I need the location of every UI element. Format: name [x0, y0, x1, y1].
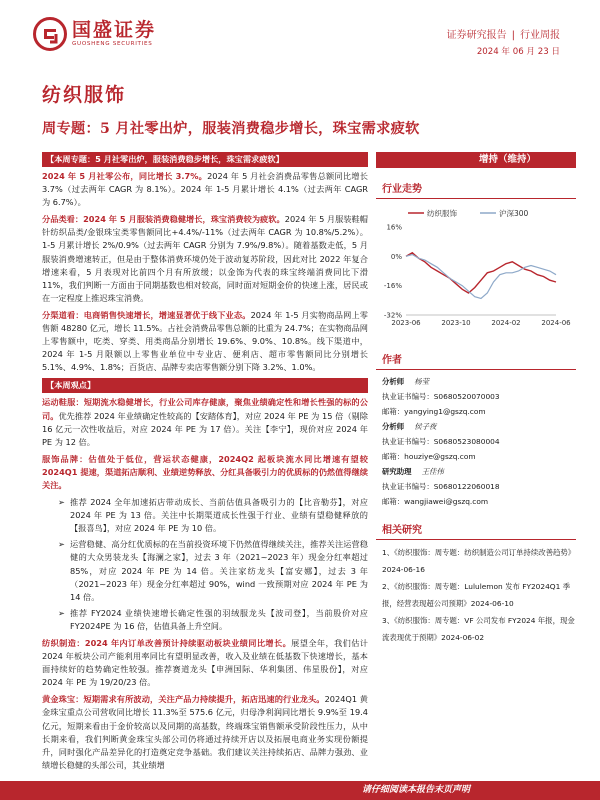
author-name: 王佳伟 — [421, 467, 444, 476]
author-title: 作者 — [376, 349, 576, 370]
brand-logo — [33, 17, 156, 51]
author-entry — [376, 464, 576, 509]
bullet-marker-icon: ➢ — [58, 539, 65, 550]
report-type-line — [447, 26, 560, 41]
related-research — [376, 519, 576, 646]
x-tick-label: 2024-02 — [491, 319, 521, 327]
report-category: 行业周报 — [520, 30, 560, 41]
bullet-text: 运营稳健、高分红优质标的在当前投资环境下仍然值得继续关注，推荐关注运营稳健的大众男装龙头【海澜之家】，过去 3 年（2021~2023 年）现金分红率超过 85%，对应 2024 年 PE 为 14 倍。关注家纺龙头【富安娜】，过去 3 年（2021~2023 年）现金分红率超过 90%，wind 一致预期对应 2024 年 PE 为 14 倍。 — [70, 539, 368, 602]
section-header-views: 【本周观点】 — [42, 378, 368, 393]
author-email[interactable]: 邮箱：yangying1@gszq.com — [382, 407, 486, 416]
sidebar — [376, 178, 576, 646]
series-group — [406, 253, 556, 299]
author-email[interactable]: 邮箱：houziye@gszq.com — [382, 452, 476, 461]
legend-label-textile: 纺织服饰 — [427, 209, 457, 218]
y-tick-label: -32% — [383, 311, 402, 320]
author-role-line — [376, 419, 576, 434]
author-entry — [376, 374, 576, 419]
report-headline: 周专题：5 月社零出炉，服装消费稳步增长，珠宝需求疲软 — [42, 121, 420, 137]
author-block — [376, 349, 576, 509]
report-date: 2024 年 06 月 23 日 — [476, 47, 560, 57]
header-separator: | — [511, 30, 515, 41]
paragraph-body: 2024 年 1-5 月实物商品网上零售额 48280 亿元，增长 11.5%。占社会消费品零售总额的比重为 24.7%；在实物商品网上零售额中，吃类、穿类、用类商品分别增长 19.6%、9.0%、10.8%。线下渠道中，2024 年 1-5 月限额以上零售业单位中专业店、便利店、超市零售额同比分别增长 5.1%、4.9%、1.8%；百货店、品牌专卖店零售额分别下降 3.2%、1.0%。 — [42, 309, 368, 373]
paragraph-textile-manufacturing — [42, 637, 368, 689]
legend — [408, 208, 529, 218]
paragraph-body: 2024 年 5 月社会消费品零售总额同比增长 3.7%（过去两年 CAGR 为 8.1%）。2024 年 1-5 月累计增长 4.1%（过去两年 CAGR 为 6.7%）。 — [42, 171, 368, 208]
trend-chart — [376, 203, 576, 331]
author-cert: 执业证书编号：S0680520070003 — [382, 392, 500, 401]
author-role: 分析师 — [382, 377, 405, 386]
paragraph-lead: 纺织制造：2024 年内订单改善预计持续驱动板块业绩同比增长。 — [42, 638, 292, 648]
sector-title: 纺织服饰 — [42, 84, 127, 106]
paragraph-apparel-brands — [42, 453, 368, 492]
paragraph-body: 2024 年 5 月服装鞋帽针纺织品类/金银珠宝类零售额同比+4.4%/-11%（过去两年 CAGR 为 10.8%/5.2%）。1-5 月累计增长 2%/0.9%（过去两年 CAGR 分别为 7.9%/9.8%）。随着基数走低，5 月服装消费增速转正，但是由于整体消费环境仍处于波动复苏阶段，因此对比 2022 年复合增速来看，5 月表现对比前四个月有所放缓；以金饰为代表的珠宝终端消费同比下滑 11%，我们判断一方面由于同期基数也相对较高，同时面对短期金价的快速上涨，居民或在一定程度上推迟珠宝消费。 — [42, 214, 368, 303]
bullet-item — [42, 496, 368, 535]
paragraph-lead: 服饰品牌：估值处于低位，营运状态健康，2024Q2 起板块流水同比增速有望较 2024Q1 提速，渠道拓店顺利、业绩逆势释放、分红具备吸引力的优质标的仍然值得继续关注。 — [42, 453, 368, 490]
guosheng-logo-icon — [33, 17, 67, 51]
paragraph-body: 优先推荐 2024 年业绩确定性较高的【安踏体育】，对应 2024 年 PE 为 15 倍（剔除 16 亿元一次性收益后，对应 2024 年 PE 为 17 倍）。关注【李宁】，现价对应 2024 年 PE 为 12 倍。 — [42, 410, 368, 447]
paragraph-lead: 黄金珠宝：短期需求有所波动，关注产品力持续提升，拓店迅速的行业龙头。 — [42, 694, 325, 705]
logo-chinese-name: 国盛证券 — [72, 19, 157, 41]
related-item[interactable]: 2、《纺织服饰：周专题：Lululemon 发布 FY2024Q1 季报，经营表现超公司预期》2024-06-10 — [382, 582, 571, 608]
x-tick-label: 2023-10 — [441, 319, 471, 327]
trend-title: 行业走势 — [376, 178, 576, 199]
logo-english-name: GUOSHENG SECURITIES — [72, 41, 153, 47]
main-content — [42, 152, 368, 776]
paragraph-jewelry — [42, 693, 368, 772]
bullet-list — [42, 496, 368, 633]
x-tick-label: 2024-06 — [541, 319, 571, 327]
related-item[interactable]: 1、《纺织服饰：周专题：纺织制造公司订单持续改善趋势》2024-06-16 — [382, 548, 576, 574]
author-role-line — [376, 374, 576, 389]
series-line-csi300 — [406, 255, 556, 299]
rating-badge: 增持（维持） — [376, 152, 576, 168]
bullet-text: 推荐 2024 全年加速拓店带动成长、当前估值具备吸引力的【比音勒芬】，对应 2024 年 PE 为 13 倍。关注中长期渠道成长性强于行业、业绩有望稳健释放的【报喜鸟】，对应 2024 年 PE 为 10 倍。 — [70, 497, 368, 534]
related-title: 相关研究 — [376, 519, 576, 540]
author-name: 杨莹 — [414, 377, 429, 386]
trend-chart-svg — [376, 203, 576, 331]
section-header-topic: 【本周专题：5 月社零出炉，服装消费稳步增长，珠宝需求疲软】 — [42, 152, 368, 167]
paragraph-lead: 分品类看：2024 年 5 月服装消费稳健增长，珠宝消费较为疲软。 — [42, 214, 285, 225]
paragraph-lead: 运动鞋服：短期流水稳健增长，行业公司库存健康，聚焦业绩确定性和增长性强的标的公司。 — [42, 397, 368, 421]
x-tick-label: 2023-06 — [391, 319, 421, 327]
y-tick-label: 0% — [390, 252, 402, 261]
y-tick-label: 16% — [386, 223, 402, 232]
bullet-text: 推荐 FY2024 业绩快速增长确定性强的羽绒服龙头【波司登】，当前股价对应 FY2024PE 为 16 倍，估值具备上升空间。 — [70, 607, 368, 631]
legend-label-csi300: 沪深300 — [499, 209, 529, 218]
author-entry — [376, 419, 576, 464]
paragraph-channel — [42, 309, 368, 374]
bullet-marker-icon: ➢ — [58, 497, 65, 508]
report-type: 证券研究报告 — [446, 30, 507, 41]
related-item[interactable]: 3、《纺织服饰：周专题：VF 公司发布 FY2024 年报，现金流表现优于预期》2024-06-02 — [382, 616, 575, 642]
paragraph-lead: 2024 年 5 月社零公布，同比增长 3.7%。 — [42, 171, 208, 181]
paragraph-sportswear — [42, 396, 368, 448]
author-cert: 执业证书编号：S0680523080004 — [382, 437, 500, 446]
paragraph-overview — [42, 170, 368, 209]
bullet-item — [42, 538, 368, 603]
paragraph-category — [42, 213, 368, 305]
author-cert: 执业证书编号：S0680122060018 — [382, 482, 500, 491]
y-tick-label: -16% — [383, 282, 402, 291]
author-role-line — [376, 464, 576, 479]
author-role: 研究助理 — [382, 467, 412, 476]
author-name: 侯子夜 — [414, 422, 437, 431]
bullet-item — [42, 607, 368, 633]
series-line-textile — [406, 253, 556, 293]
author-email[interactable]: 邮箱：wangjiawei@gszq.com — [382, 497, 489, 506]
y-axis — [384, 224, 402, 320]
page-header — [0, 0, 600, 60]
x-axis — [391, 315, 571, 327]
paragraph-body: 展望全年，我们估计 2024 年板块公司产能利用率同比有望明显改善，收入及业绩在低基数下快速增长，基本面持续好的趋势确定性较强。推荐赛道龙头【申洲国际、华利集团、伟星股份】，对应 2024 年 PE 为 19/20/23 倍。 — [42, 638, 368, 688]
footer-disclaimer: 请仔细阅读本报告末页声明 — [0, 781, 600, 800]
bullet-marker-icon: ➢ — [58, 607, 65, 618]
author-role: 分析师 — [382, 422, 405, 431]
paragraph-body: 2024Q1 黄金珠宝重点公司营收同比增长 11.3%至 575.6 亿元，归母净利润同比增长 9.9%至 19.4 亿元，短期来看由于金价较高以及同期的高基数，终端珠宝销售额承受阶段性压力，从中长期来看，我们判断黄金珠宝头部公司仍将通过持续开店以及拓展电商业务实现份额提升，同时强化产品差异化的打造奠定竞争基础。我们建议关注持续拓店、品牌力强劲、业绩增长稳健的头部公司，其业绩增 — [42, 694, 368, 770]
paragraph-lead: 分渠道看：电商销售快速增长，增速显著优于线下业态。 — [42, 309, 251, 320]
